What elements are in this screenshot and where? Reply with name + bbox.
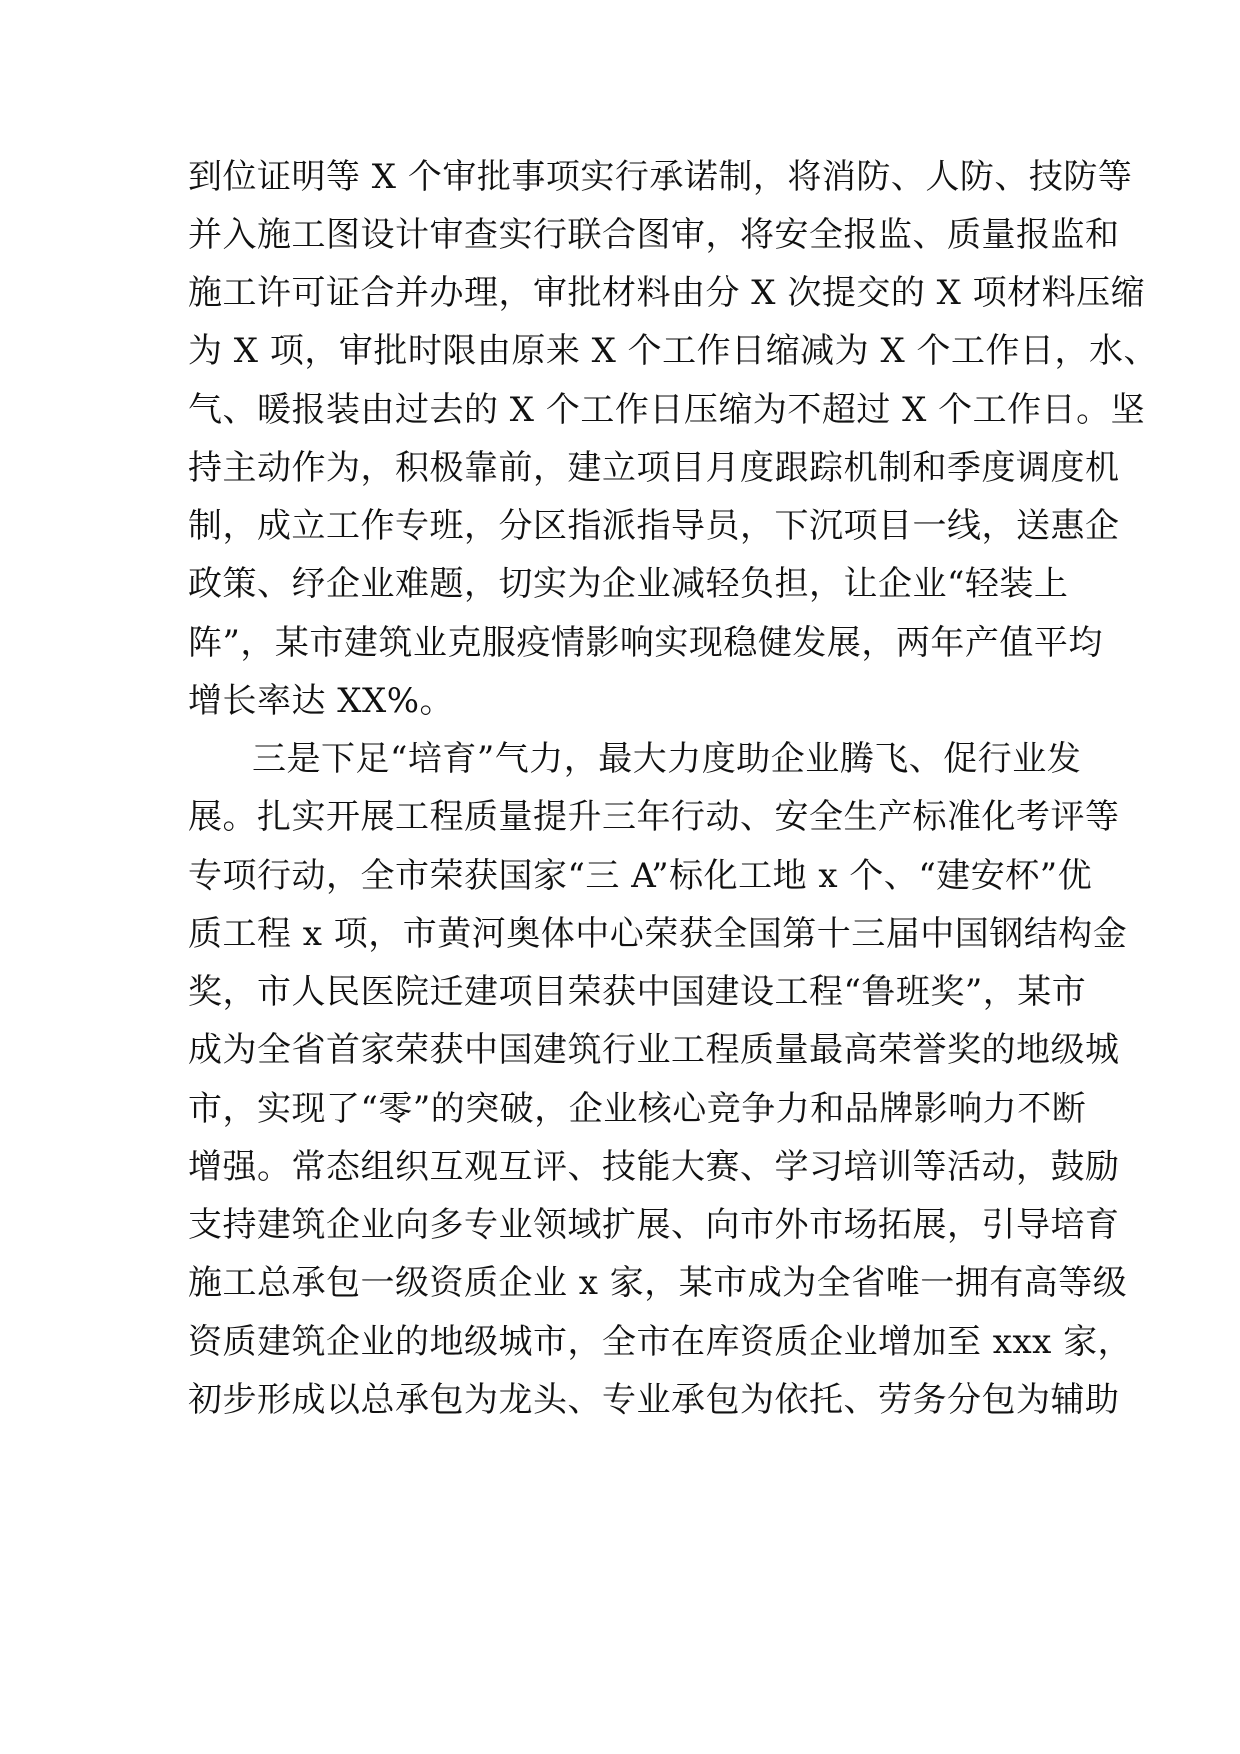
- paragraph-line: 增强。常态组织互观互评、技能大赛、学习培训等活动，鼓励: [188, 1147, 1120, 1187]
- paragraph-line: 政策、纾企业难题，切实为企业减轻负担，让企业“轻装上: [188, 564, 1069, 604]
- paragraph-line: 展。扎实开展工程质量提升三年行动、安全生产标准化考评等: [188, 797, 1120, 837]
- paragraph-line: 持主动作为，积极靠前，建立项目月度跟踪机制和季度调度机: [188, 448, 1120, 488]
- paragraph-line: 施工许可证合并办理，审批材料由分 X 次提交的 X 项材料压缩: [188, 273, 1146, 313]
- paragraph-line: 奖，市人民医院迁建项目荣获中国建设工程“鲁班奖”，某市: [188, 972, 1087, 1012]
- paragraph-line: 质工程 x 项，市黄河奥体中心荣获全国第十三届中国钢结构金: [188, 914, 1128, 954]
- paragraph-line: 气、暖报装由过去的 X 个工作日压缩为不超过 X 个工作日。坚: [188, 390, 1146, 430]
- paragraph-line: 增长率达 XX%。: [188, 681, 455, 721]
- paragraph-line: 到位证明等 X 个审批事项实行承诺制，将消防、人防、技防等: [188, 157, 1133, 197]
- paragraph-line: 制，成立工作专班，分区指派指导员，下沉项目一线，送惠企: [188, 506, 1120, 546]
- paragraph-line: 三是下足“培育”气力，最大力度助企业腾飞、促行业发: [252, 739, 1082, 779]
- paragraph-line: 市，实现了“零”的突破，企业核心竞争力和品牌影响力不断: [188, 1089, 1087, 1129]
- paragraph-line: 专项行动，全市荣获国家“三 A”标化工地 x 个、“建安杯”优: [188, 856, 1093, 896]
- paragraph-line: 初步形成以总承包为龙头、专业承包为依托、劳务分包为辅助: [188, 1380, 1120, 1420]
- paragraph-line: 为 X 项，审批时限由原来 X 个工作日缩减为 X 个工作日，水、: [188, 331, 1158, 371]
- paragraph-line: 成为全省首家荣获中国建筑行业工程质量最高荣誉奖的地级城: [188, 1030, 1120, 1070]
- paragraph-line: 支持建筑企业向多专业领域扩展、向市外市场拓展，引导培育: [188, 1205, 1120, 1245]
- paragraph-line: 阵”，某市建筑业克服疫情影响实现稳健发展，两年产值平均: [188, 623, 1103, 663]
- paragraph-line: 并入施工图设计审查实行联合图审，将安全报监、质量报监和: [188, 215, 1120, 255]
- paragraph-line: 资质建筑企业的地级城市，全市在库资质企业增加至 xxx 家，: [188, 1322, 1133, 1362]
- paragraph-line: 施工总承包一级资质企业 x 家，某市成为全省唯一拥有高等级: [188, 1263, 1128, 1303]
